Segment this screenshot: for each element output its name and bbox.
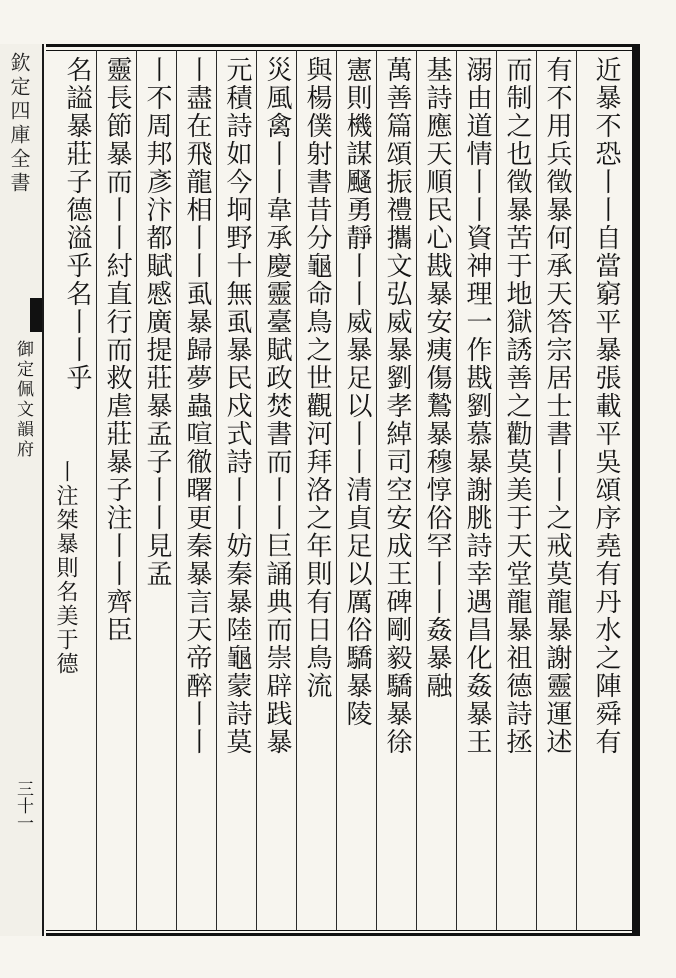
frame-bottom-rule — [46, 930, 632, 931]
column-rule — [96, 50, 97, 930]
column-rule — [416, 50, 417, 930]
text-column-5: 基詩應天順民心戡暴安痍傷鷙暴穆惇俗罕丨丨姦暴融 — [422, 56, 452, 700]
column-rule — [256, 50, 257, 930]
text-column-9: 災風禽丨丨韋承慶靈臺賦政焚書而丨丨巨誦典而崇辟践暴 — [262, 56, 292, 756]
text-column-3: 而制之也徵暴苦于地獄誘善之勸莫美于天堂龍暴祖德詩拯 — [502, 56, 532, 756]
column-rule — [456, 50, 457, 930]
text-column-6: 萬善篇頌振禮攜文弘威暴劉孝綽司空安成王碑剛毅驕暴徐 — [382, 56, 412, 756]
text-column-10: 元積詩如今坰野十無虱暴民戍式詩丨丨妨秦暴陸龜蒙詩莫 — [222, 56, 252, 756]
text-column-11: 丨盡在飛龍相丨丨虱暴歸夢蟲喧徹曙更秦暴言天帝醉丨丨 — [182, 56, 212, 756]
column-rule — [136, 50, 137, 930]
text-column-15: 丨注桀暴則名美于德 — [53, 460, 78, 676]
text-column-1: 近暴不恐丨丨自當窮平暴張載平吳頌序堯有丹水之陣舜有 — [591, 56, 621, 756]
column-rule — [216, 50, 217, 930]
page-number: 三十一 — [13, 780, 33, 831]
frame-right-border — [632, 44, 640, 936]
column-rule — [576, 50, 577, 930]
text-column-12: 丨不周邦彥汴都賦慼廣提莊暴孟子丨丨見孟 — [142, 56, 172, 588]
volume-title: 御定佩文韻府 — [13, 340, 33, 460]
text-column-7: 憲則機謀颾勇靜丨丨威暴足以丨丨清貞足以厲俗驕暴陵 — [342, 56, 372, 728]
fishtail-marker — [30, 298, 42, 332]
column-rule — [496, 50, 497, 930]
text-column-2: 有不用兵徵暴何承天答宗居士書丨丨之戒莫龍暴謝靈運述 — [542, 56, 572, 756]
text-column-8: 與楊僕射書昔分龜命鳥之世觀河拜洛之年則有日鳥流 — [302, 56, 332, 700]
column-rule — [296, 50, 297, 930]
column-rule — [376, 50, 377, 930]
text-column-4: 溺由道情丨丨資神理一作戡劉慕暴謝朓詩幸遇昌化姦暴王 — [462, 56, 492, 756]
column-rule — [536, 50, 537, 930]
column-rule — [176, 50, 177, 930]
text-column-13: 靈長節暴而丨丨紂直行而救虐莊暴子注丨丨齊臣 — [102, 56, 132, 644]
text-column-14: 名謚暴莊子德溢乎名丨丨乎 — [62, 56, 92, 392]
frame-top-rule — [46, 50, 632, 51]
column-rule — [336, 50, 337, 930]
book-title: 欽定四庫全書 — [7, 52, 31, 196]
